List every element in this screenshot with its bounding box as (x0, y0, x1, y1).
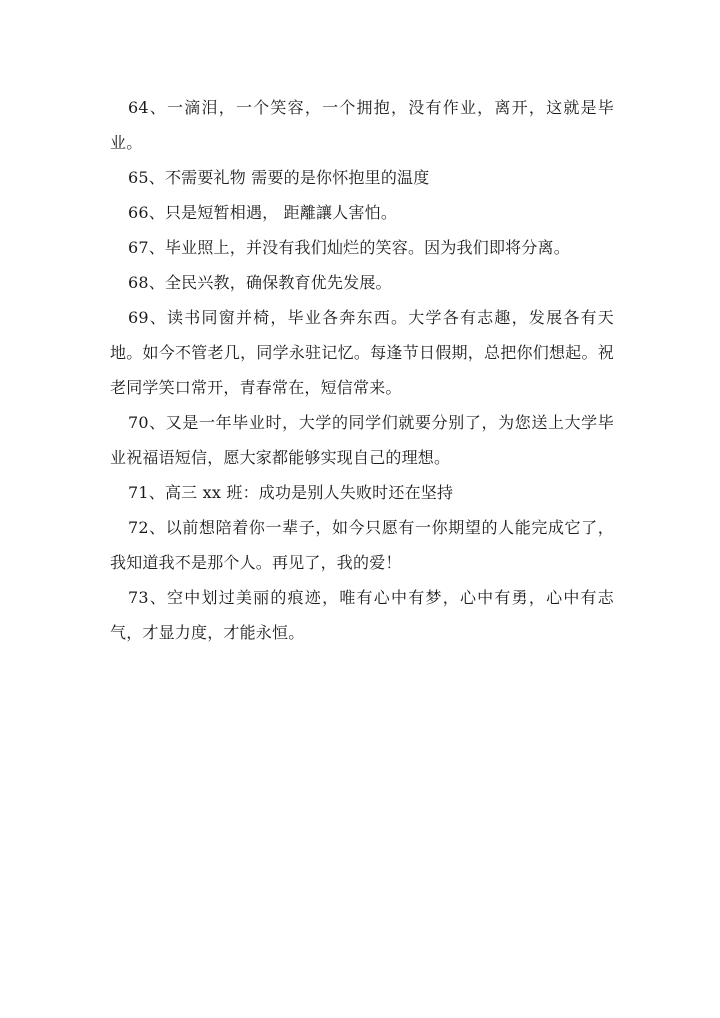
paragraph-67: 67、毕业照上，并没有我们灿烂的笑容。因为我们即将分离。 (128, 238, 570, 257)
paragraph-65: 65、不需要礼物 需要的是你怀抱里的温度 (128, 168, 430, 187)
paragraph-69: 69、读书同窗并椅，毕业各奔东西。大学各有志趣，发展各有天地。如今不管老几，同学永驻记忆。每逢节日假期，总把你们想起。祝老同学笑口常开，青春常在，短信常来。 (110, 308, 614, 397)
paragraph-71: 71、高三 xx 班：成功是别人失败时还在坚持 (128, 483, 454, 502)
document-body (110, 90, 614, 650)
paragraph-66: 66、只是短暂相遇， 距離讓人害怕。 (128, 203, 398, 222)
paragraph-73: 73、空中划过美丽的痕迹，唯有心中有梦，心中有勇，心中有志气，才显力度，才能永恒。 (110, 588, 614, 642)
paragraph-70: 70、又是一年毕业时，大学的同学们就要分别了，为您送上大学毕业祝福语短信，愿大家都能够实现自己的理想。 (110, 413, 614, 467)
paragraph-68: 68、全民兴教，确保教育优先发展。 (128, 273, 392, 292)
paragraph-64: 64、一滴泪，一个笑容，一个拥抱，没有作业，离开，这就是毕业。 (110, 98, 614, 152)
paragraph-72: 72、以前想陪着你一辈子，如今只愿有一你期望的人能完成它了，我知道我不是那个人。再见了，我的爱！ (110, 518, 614, 572)
